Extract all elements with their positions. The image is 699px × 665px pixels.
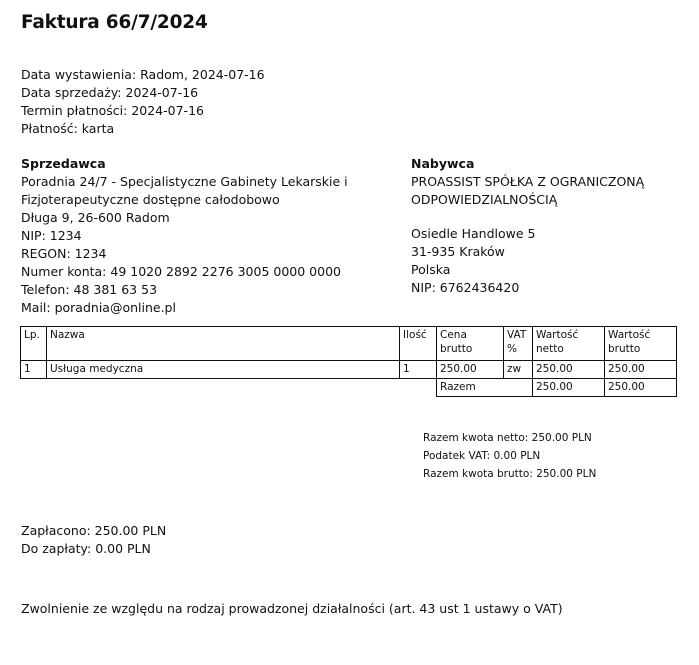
summary-gross: Razem kwota brutto: 250.00 PLN [423,468,597,480]
header-net-value: Wartość netto [533,327,605,361]
cell-name: Usługa medyczna [47,361,400,379]
buyer-city: 31-935 Kraków [411,244,505,259]
buyer-nip: NIP: 6762436420 [411,280,520,295]
payment-method: Płatność: karta [21,121,115,136]
summary-net: Razem kwota netto: 250.00 PLN [423,432,592,444]
header-lp: Lp. [21,327,47,361]
summary-vat: Podatek VAT: 0.00 PLN [423,450,541,462]
seller-nip: NIP: 1234 [21,228,82,243]
amount-paid: Zapłacono: 250.00 PLN [21,523,167,538]
total-label: Razem [437,379,533,397]
items-table [20,326,677,397]
total-gross: 250.00 [605,379,677,397]
header-vat: VAT % [504,327,533,361]
cell-quantity: 1 [400,361,437,379]
invoice-meta [21,66,265,138]
buyer-block [411,155,681,297]
cell-vat: zw [504,361,533,379]
seller-name: Poradnia 24/7 - Specjalistyczne Gabinety Lekarskie i Fizjoterapeutyczne dostępne całodobowo [21,174,348,207]
seller-heading: Sprzedawca [21,156,106,171]
vat-exemption-note: Zwolnienie ze względu na rodzaj prowadzonej działalności (art. 43 ust 1 ustawy o VAT) [21,601,563,616]
invoice-title: Faktura 66/7/2024 [21,12,208,33]
seller-account-number: Numer konta: 49 1020 2892 2276 3005 0000 0000 [21,264,341,279]
cell-lp: 1 [21,361,47,379]
issue-date: Data wystawienia: Radom, 2024-07-16 [21,67,265,82]
header-name: Nazwa [47,327,400,361]
buyer-name: PROASSIST SPÓŁKA Z OGRANICZONĄ ODPOWIEDZIALNOŚCIĄ [411,174,645,207]
payment-due-date: Termin płatności: 2024-07-16 [21,103,204,118]
cell-net-value: 250.00 [533,361,605,379]
seller-block [21,155,381,317]
table-row [21,361,677,379]
seller-regon: REGON: 1234 [21,246,107,261]
buyer-street: Osiedle Handlowe 5 [411,226,536,241]
table-total-row [21,379,677,397]
amount-due: Do zapłaty: 0.00 PLN [21,541,151,556]
cell-gross-price: 250.00 [437,361,504,379]
header-gross-value: Wartość brutto [605,327,677,361]
total-net: 250.00 [533,379,605,397]
seller-phone: Telefon: 48 381 63 53 [21,282,158,297]
sale-date: Data sprzedaży: 2024-07-16 [21,85,199,100]
seller-email: Mail: poradnia@online.pl [21,300,176,315]
totals-summary [423,429,596,483]
table-header-row [21,327,677,361]
payment-status [21,522,166,558]
buyer-heading: Nabywca [411,156,475,171]
buyer-country: Polska [411,262,451,277]
header-quantity: Ilość [400,327,437,361]
header-gross-price: Cena brutto [437,327,504,361]
cell-gross-value: 250.00 [605,361,677,379]
seller-address: Długa 9, 26-600 Radom [21,210,170,225]
